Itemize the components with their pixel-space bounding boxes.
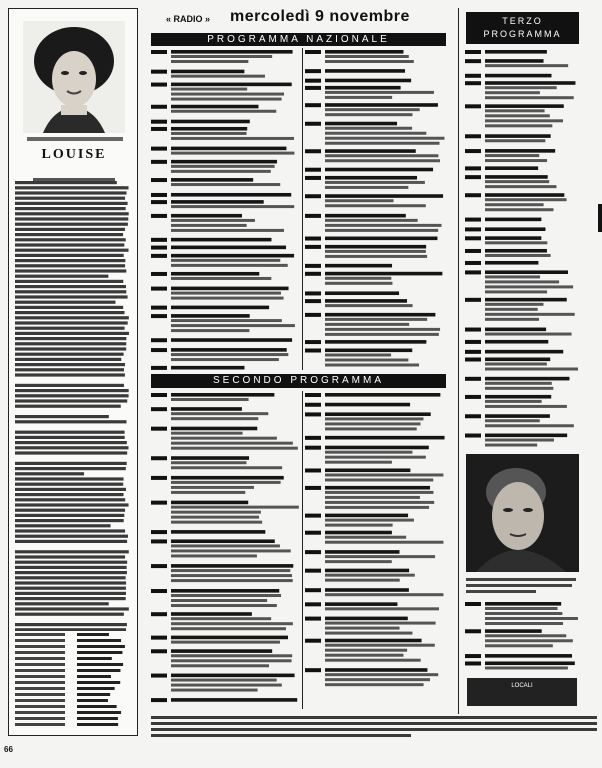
terzo-line-2: PROGRAMMA: [483, 29, 562, 39]
edge-mark: [598, 204, 602, 232]
left-cast-list: [15, 633, 133, 733]
locali-box: [467, 678, 577, 706]
date-title: mercoledì 9 novembre: [230, 8, 410, 25]
secondo-header: SECONDO PROGRAMMA: [151, 374, 446, 388]
page-header: [150, 8, 450, 30]
terzo-schedule: [465, 48, 580, 448]
left-article-text: [15, 181, 133, 631]
terzo-header: [466, 12, 579, 44]
man-photo-caption: [466, 576, 579, 596]
column-divider: [302, 48, 303, 370]
nazionale-col-1: [151, 48, 301, 372]
page-number: 66: [4, 745, 13, 754]
left-column: [8, 8, 138, 736]
secondo-col-2: [305, 391, 447, 711]
footer-note: [151, 714, 599, 738]
terzo-line-1: TERZO: [502, 16, 543, 26]
secondo-col-1: [151, 391, 301, 711]
portrait-caption: [23, 136, 127, 142]
nazionale-header: PROGRAMMA NAZIONALE: [151, 33, 446, 46]
nazionale-col-2: [305, 48, 447, 372]
man-portrait-icon: [466, 454, 579, 572]
radio-tag: « RADIO »: [166, 14, 211, 24]
terzo-late-schedule: [465, 600, 580, 672]
woman-portrait-icon: [23, 21, 125, 133]
opera-title: LOUISE: [41, 147, 107, 162]
locali-label: LOCALI: [511, 683, 533, 689]
column-divider: [458, 8, 459, 714]
column-divider: [302, 391, 303, 709]
opera-subtitle: [19, 169, 129, 174]
